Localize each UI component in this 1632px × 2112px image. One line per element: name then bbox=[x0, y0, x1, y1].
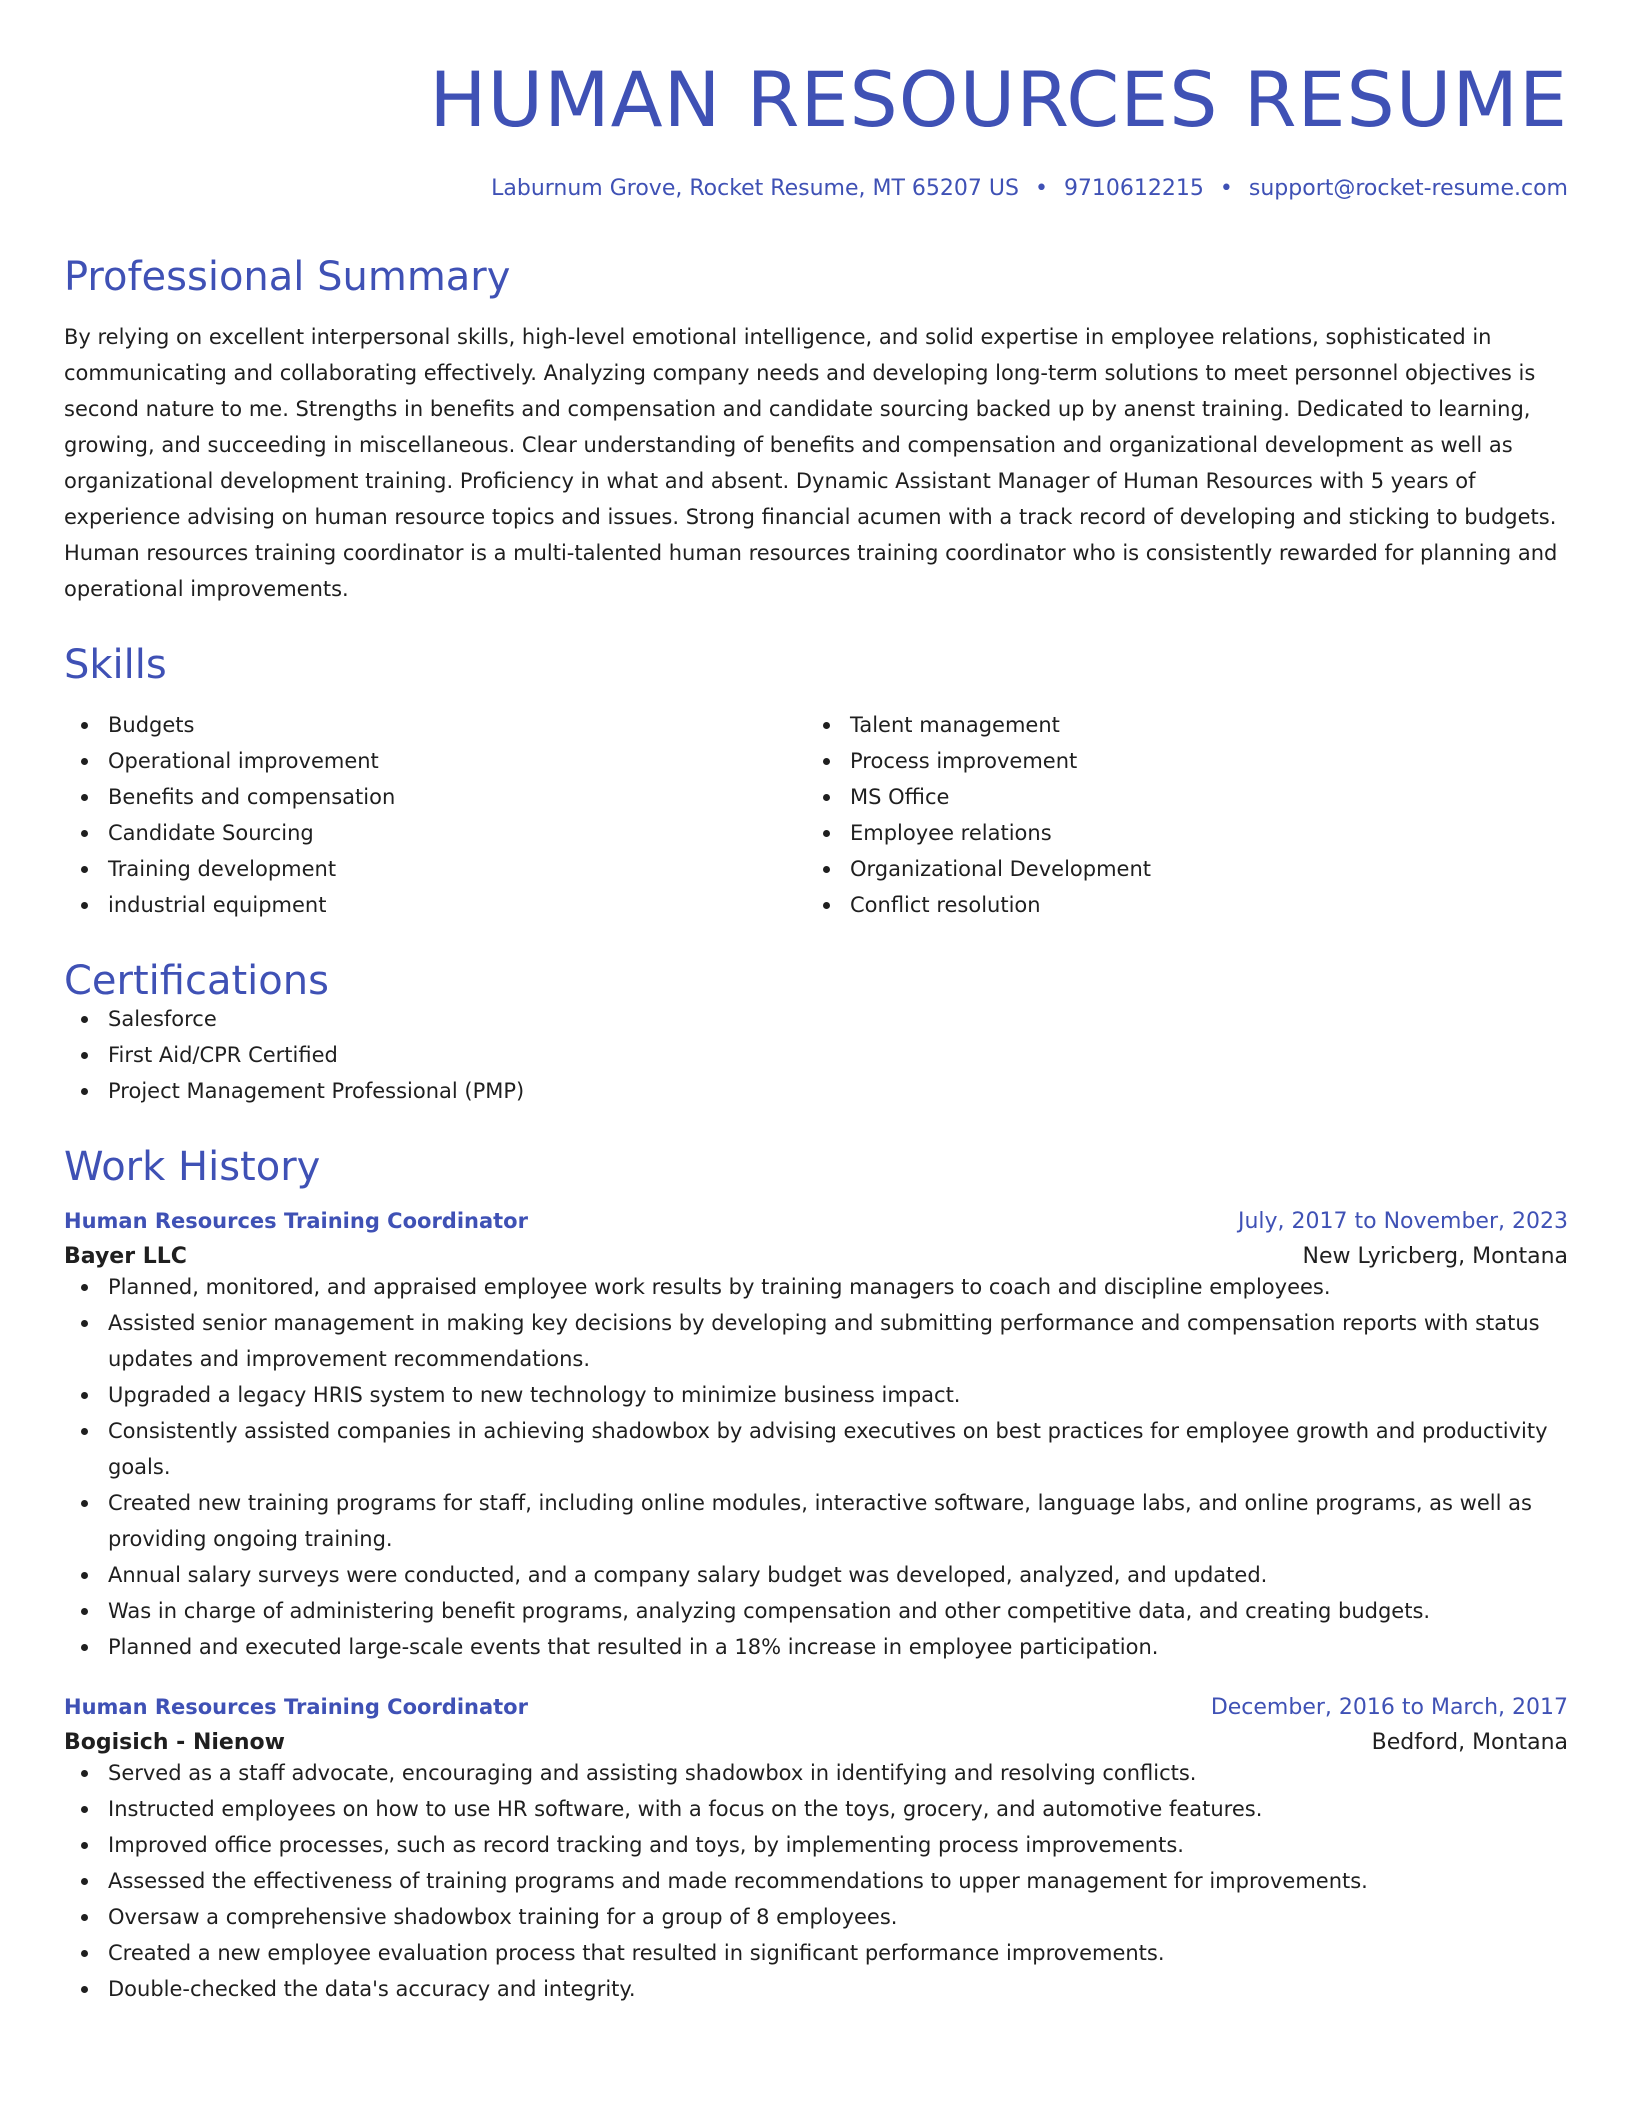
skill-item: Organizational Development bbox=[806, 851, 1548, 887]
job-bullet: Consistently assisted companies in achieving shadowbox by advising executives on best practices for employee growth and productivity goals. bbox=[64, 1413, 1568, 1485]
job-title: Human Resources Training Coordinator bbox=[64, 1209, 528, 1233]
skill-item: MS Office bbox=[806, 779, 1548, 815]
job-bullet: Annual salary surveys were conducted, and a company salary budget was developed, analyzed, and updated. bbox=[64, 1557, 1568, 1593]
skill-item: Conflict resolution bbox=[806, 887, 1548, 923]
job-header bbox=[64, 1695, 1568, 1720]
contact-line bbox=[64, 176, 1568, 201]
contact-address: Laburnum Grove, Rocket Resume, MT 65207 US bbox=[491, 176, 1019, 201]
skills-list-left bbox=[64, 707, 806, 923]
resume-page bbox=[64, 0, 1568, 2007]
skill-item: Candidate Sourcing bbox=[64, 815, 806, 851]
job-bullet: Upgraded a legacy HRIS system to new technology to minimize business impact. bbox=[64, 1377, 1568, 1413]
job-dates: December, 2016 to March, 2017 bbox=[1210, 1695, 1568, 1720]
job-bullet: Planned and executed large-scale events that resulted in a 18% increase in employee participation. bbox=[64, 1629, 1568, 1665]
job-company: Bogisich - Nienow bbox=[64, 1730, 285, 1755]
job-bullet: Planned, monitored, and appraised employee work results by training managers to coach and discipline employees. bbox=[64, 1269, 1568, 1305]
skill-item: Process improvement bbox=[806, 743, 1548, 779]
job-bullet: Was in charge of administering benefit programs, analyzing compensation and other competitive data, and creating budgets. bbox=[64, 1593, 1568, 1629]
job-entry bbox=[64, 1695, 1568, 2007]
job-bullet: Created new training programs for staff, including online modules, interactive software, language labs, and online programs, as well as providing ongoing training. bbox=[64, 1485, 1568, 1557]
certification-item: Salesforce bbox=[64, 1001, 1568, 1037]
skill-item: Operational improvement bbox=[64, 743, 806, 779]
job-bullet: Oversaw a comprehensive shadowbox training for a group of 8 employees. bbox=[64, 1899, 1568, 1935]
skill-item: Training development bbox=[64, 851, 806, 887]
certification-item: Project Management Professional (PMP) bbox=[64, 1073, 1568, 1109]
job-dates: July, 2017 to November, 2023 bbox=[1237, 1209, 1568, 1234]
job-location: New Lyricberg, Montana bbox=[1302, 1244, 1568, 1269]
job-subheader bbox=[64, 1244, 1568, 1269]
summary-heading: Professional Summary bbox=[64, 254, 511, 300]
job-subheader bbox=[64, 1730, 1568, 1755]
job-header bbox=[64, 1209, 1568, 1234]
skills-grid bbox=[64, 707, 1568, 923]
job-location: Bedford, Montana bbox=[1371, 1730, 1568, 1755]
summary-text: By relying on excellent interpersonal skills, high-level emotional intelligence, and solid expertise in employee relations, sophisticated in communicating and collaborating effectively. Analyzing company needs and developing long-term solutions to meet personnel objectives is second nature to me. Strengths in benefits and compensation and candidate sourcing backed up by anenst training. Dedicated to learning, growing, and succeeding in miscellaneous. Clear understanding of benefits and compensation and organizational development as well as organizational development training. Proficiency in what and absent. Dynamic Assistant Manager of Human Resources with 5 years of experience advising on human resource topics and issues. Strong financial acumen with a track record of developing and sticking to budgets. Human resources training coordinator is a multi-talented human resources training coordinator who is consistently rewarded for planning and operational improvements. bbox=[64, 325, 1558, 601]
certifications-heading: Certifications bbox=[64, 958, 329, 1004]
job-bullets bbox=[64, 1269, 1568, 1665]
skill-item: Talent management bbox=[806, 707, 1548, 743]
job-company: Bayer LLC bbox=[64, 1244, 187, 1269]
certifications-list bbox=[64, 1001, 1568, 1109]
skills-column-left bbox=[64, 707, 806, 923]
resume-title: HUMAN RESOURCES RESUME bbox=[429, 55, 1568, 144]
job-entry bbox=[64, 1209, 1568, 1665]
contact-separator: • bbox=[1034, 176, 1048, 201]
job-bullets bbox=[64, 1755, 1568, 2007]
job-bullet: Served as a staff advocate, encouraging and assisting shadowbox in identifying and resolving conflicts. bbox=[64, 1755, 1568, 1791]
skills-list-right bbox=[806, 707, 1548, 923]
skill-item: Employee relations bbox=[806, 815, 1548, 851]
job-bullet: Instructed employees on how to use HR software, with a focus on the toys, grocery, and automotive features. bbox=[64, 1791, 1568, 1827]
job-bullet: Improved office processes, such as record tracking and toys, by implementing process improvements. bbox=[64, 1827, 1568, 1863]
skill-item: Budgets bbox=[64, 707, 806, 743]
contact-email[interactable]: support@rocket-resume.com bbox=[1248, 176, 1568, 201]
job-bullet: Double-checked the data's accuracy and integrity. bbox=[64, 1971, 1568, 2007]
skill-item: Benefits and compensation bbox=[64, 779, 806, 815]
skills-column-right bbox=[806, 707, 1548, 923]
skills-heading: Skills bbox=[64, 642, 167, 688]
contact-phone: 9710612215 bbox=[1063, 176, 1204, 201]
work-history-heading: Work History bbox=[64, 1144, 321, 1190]
job-bullet: Created a new employee evaluation process that resulted in significant performance improvements. bbox=[64, 1935, 1568, 1971]
skill-item: industrial equipment bbox=[64, 887, 806, 923]
contact-separator: • bbox=[1219, 176, 1233, 201]
job-bullet: Assessed the effectiveness of training programs and made recommendations to upper management for improvements. bbox=[64, 1863, 1568, 1899]
job-bullet: Assisted senior management in making key decisions by developing and submitting performance and compensation reports with status updates and improvement recommendations. bbox=[64, 1305, 1568, 1377]
job-title: Human Resources Training Coordinator bbox=[64, 1695, 528, 1719]
certification-item: First Aid/CPR Certified bbox=[64, 1037, 1568, 1073]
